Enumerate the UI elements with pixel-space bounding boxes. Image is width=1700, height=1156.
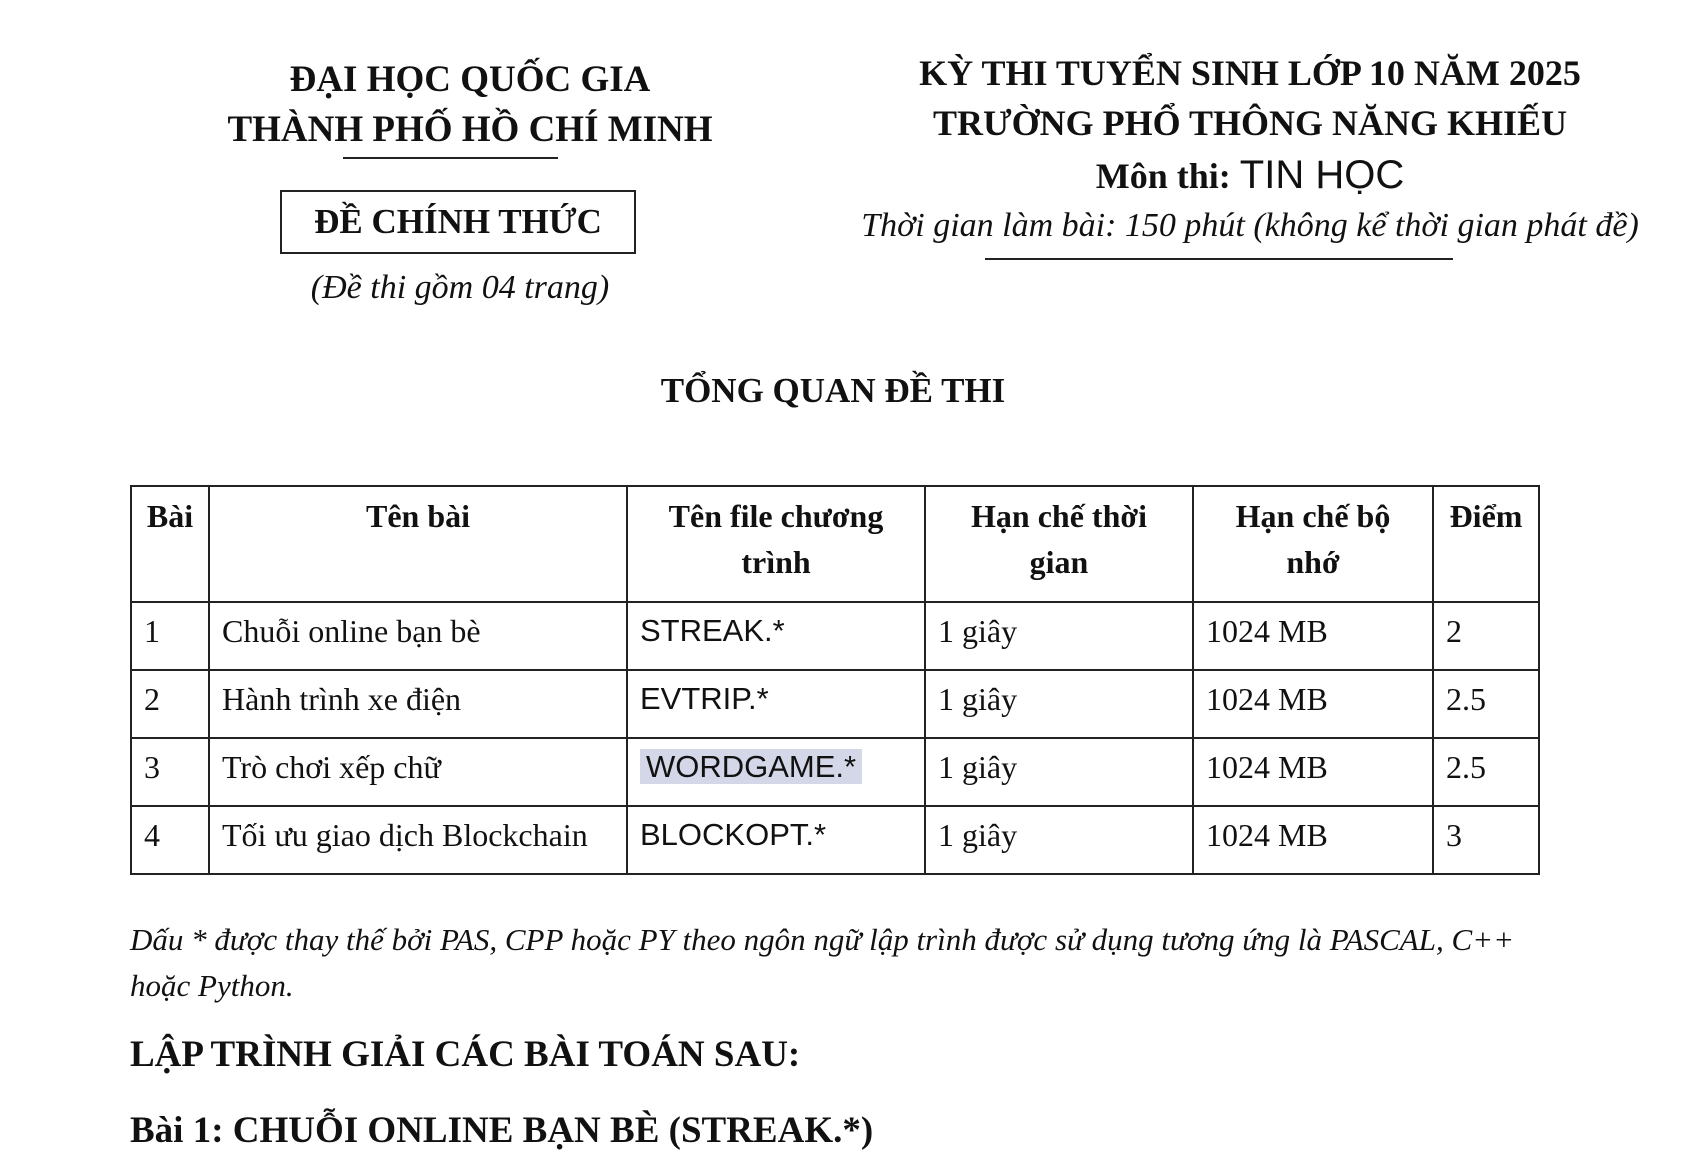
cell-time: 1 giây [925,602,1193,670]
cell-memory: 1024 MB [1193,738,1433,806]
exam-info-block [820,48,1680,249]
cell-no: 4 [131,806,209,874]
exam-title: KỲ THI TUYỂN SINH LỚP 10 NĂM 2025 [919,53,1581,93]
cell-time: 1 giây [925,670,1193,738]
cell-memory: 1024 MB [1193,602,1433,670]
issuer-underline [343,157,558,159]
issuer-line-1: ĐẠI HỌC QUỐC GIA [289,59,651,100]
cell-time: 1 giây [925,738,1193,806]
cell-file-selected[interactable] [627,738,925,806]
table-row [131,806,1539,874]
table-row [131,670,1539,738]
cell-memory: 1024 MB [1193,806,1433,874]
file-extension-note: Dấu * được thay thế bởi PAS, CPP hoặc PY theo ngôn ngữ lập trình được sử dụng tương ứng là PASCAL, C++ hoặc Python. [130,922,1514,1003]
cell-score: 3 [1433,806,1539,874]
selected-text[interactable]: WORDGAME.* [640,749,862,784]
table-header-row [131,486,1539,602]
time-note: Thời gian làm bài: 150 phút (không kể thời gian phát đề) [861,207,1639,244]
cell-memory: 1024 MB [1193,670,1433,738]
problems-table [130,485,1540,875]
header-file: Tên file chương trình [627,486,925,602]
exam-info-underline [985,258,1453,260]
header-time: Hạn chế thời gian [925,486,1193,602]
header-score: Điểm [1433,486,1539,602]
table-row [131,602,1539,670]
cell-name: Tối ưu giao dịch Blockchain [209,806,627,874]
subject-label: Môn thi: [1095,156,1231,196]
subject-line [820,148,1680,203]
cell-file[interactable]: STREAK.* [627,602,925,670]
cell-no: 2 [131,670,209,738]
school-name: TRƯỜNG PHỔ THÔNG NĂNG KHIẾU [932,103,1568,143]
cell-no: 1 [131,602,209,670]
header-memory: Hạn chế bộ nhớ [1193,486,1433,602]
cell-file[interactable]: EVTRIP.* [627,670,925,738]
pages-note: (Đề thi gồm 04 trang) [310,269,610,306]
overview-title: TỔNG QUAN ĐỀ THI [660,371,1006,410]
cell-score: 2 [1433,602,1539,670]
cell-file[interactable]: BLOCKOPT.* [627,806,925,874]
header-no: Bài [131,486,209,602]
cell-score: 2.5 [1433,670,1539,738]
issuer-line-2: THÀNH PHỐ HỒ CHÍ MINH [227,109,713,150]
cell-name: Trò chơi xếp chữ [209,738,627,806]
section-heading: LẬP TRÌNH GIẢI CÁC BÀI TOÁN SAU: [130,1034,801,1075]
subject-value: TIN HỌC [1239,153,1405,197]
cell-time: 1 giây [925,806,1193,874]
issuer-block [200,55,740,159]
official-label-box: ĐỀ CHÍNH THỨC [280,190,636,254]
cell-name: Hành trình xe điện [209,670,627,738]
cell-no: 3 [131,738,209,806]
table-row [131,738,1539,806]
header-name: Tên bài [209,486,627,602]
cell-score: 2.5 [1433,738,1539,806]
cell-name: Chuỗi online bạn bè [209,602,627,670]
problem-1-heading: Bài 1: CHUỖI ONLINE BẠN BÈ (STREAK.*) [130,1110,874,1151]
